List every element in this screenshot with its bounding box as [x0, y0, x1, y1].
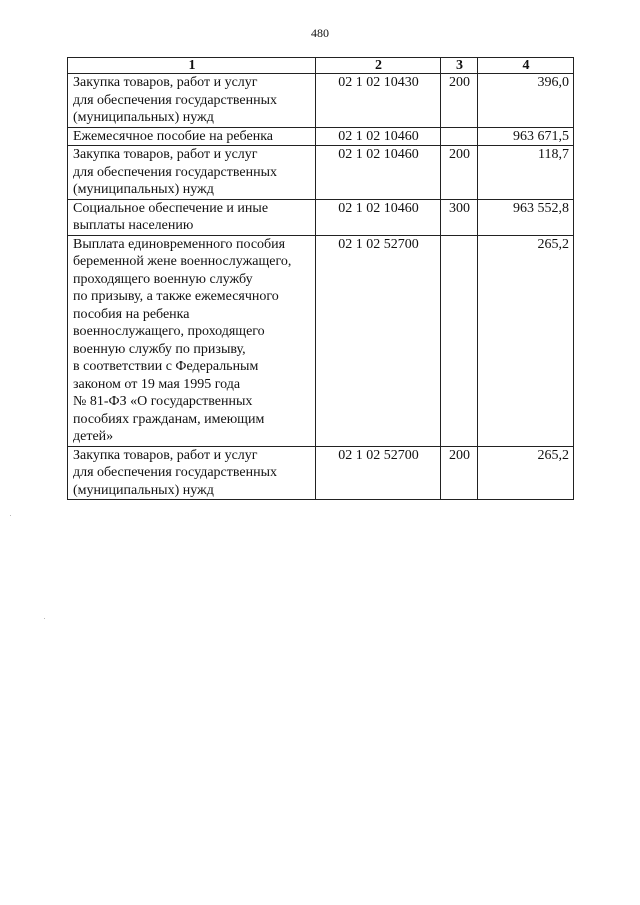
row-amount-cell: 265,2: [478, 446, 574, 500]
row-name-cell: Ежемесячное пособие на ребенка: [68, 127, 316, 146]
scan-speck: [44, 618, 45, 619]
row-expense-type-cell: 200: [441, 446, 478, 500]
row-name-cell: Выплата единовременного пособия беременной жене военнослужащего, проходящего военную службу по призыву, а также ежемесячного пособия на ребенка военнослужащего, проходящего военную службу по призыву, в соответствии с Федеральным законом от 19 мая 1995 года № 81-ФЗ «О государственных пособиях гражданам, имеющим детей»: [68, 235, 316, 446]
row-amount-cell: 963 552,8: [478, 199, 574, 235]
table-row: [68, 146, 574, 200]
row-expense-type-cell: 300: [441, 199, 478, 235]
row-amount-cell: 963 671,5: [478, 127, 574, 146]
column-header-3: 3: [441, 58, 478, 74]
row-name-cell: Закупка товаров, работ и услуг для обеспечения государственных (муниципальных) нужд: [68, 146, 316, 200]
row-expense-type-cell: 200: [441, 146, 478, 200]
row-amount-cell: 396,0: [478, 74, 574, 128]
table-row: [68, 199, 574, 235]
column-header-1: 1: [68, 58, 316, 74]
row-code-cell: 02 1 02 52700: [316, 446, 441, 500]
row-code-cell: 02 1 02 10460: [316, 146, 441, 200]
row-code-cell: 02 1 02 52700: [316, 235, 441, 446]
row-expense-type-cell: 200: [441, 74, 478, 128]
scan-speck: [10, 515, 11, 516]
row-name-cell: Закупка товаров, работ и услуг для обеспечения государственных (муниципальных) нужд: [68, 74, 316, 128]
table-row: [68, 74, 574, 128]
row-amount-cell: 265,2: [478, 235, 574, 446]
budget-table: [67, 57, 574, 500]
page-number: 480: [311, 26, 329, 40]
column-header-4: 4: [478, 58, 574, 74]
row-name-cell: Социальное обеспечение и иные выплаты населению: [68, 199, 316, 235]
table-row: [68, 127, 574, 146]
row-code-cell: 02 1 02 10430: [316, 74, 441, 128]
table-header-row: [68, 58, 574, 74]
row-expense-type-cell: [441, 127, 478, 146]
row-name-cell: Закупка товаров, работ и услуг для обеспечения государственных (муниципальных) нужд: [68, 446, 316, 500]
table-row: [68, 235, 574, 446]
row-code-cell: 02 1 02 10460: [316, 199, 441, 235]
row-amount-cell: 118,7: [478, 146, 574, 200]
row-expense-type-cell: [441, 235, 478, 446]
table-row: [68, 446, 574, 500]
row-code-cell: 02 1 02 10460: [316, 127, 441, 146]
column-header-2: 2: [316, 58, 441, 74]
